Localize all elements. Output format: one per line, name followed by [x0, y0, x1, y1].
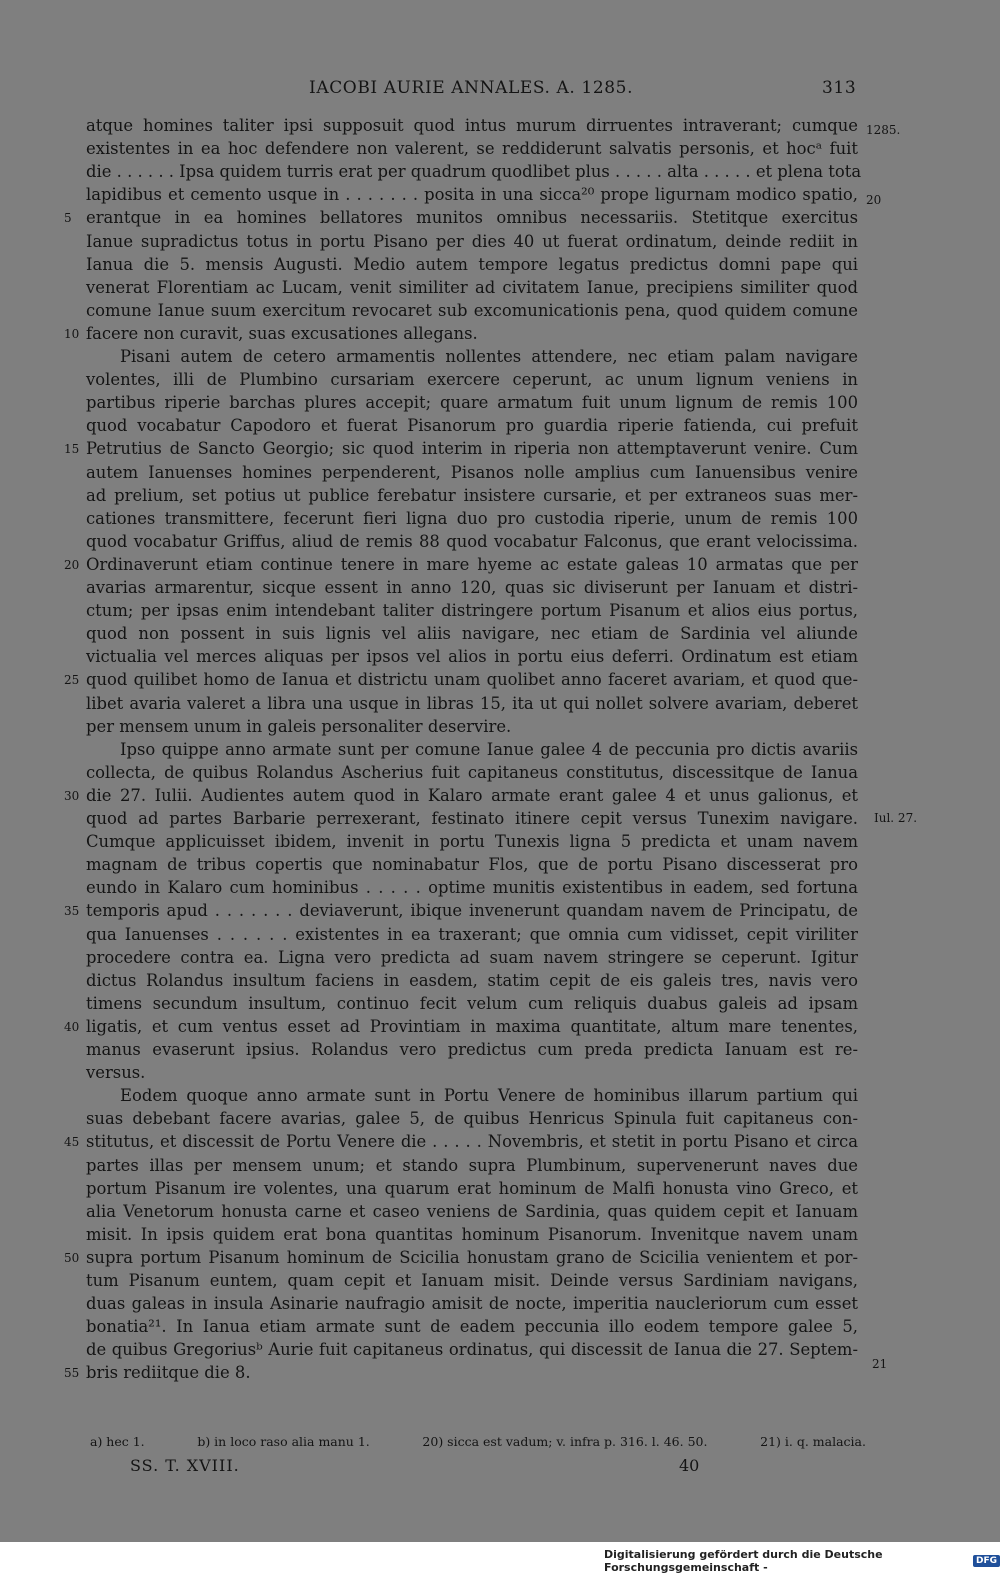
text-line: Pisani autem de cetero armamentis nollentes attendere, nec etiam palam navigare: [120, 347, 858, 366]
text-line: Eodem quoque anno armate sunt in Portu Venere de hominibus illarum partium qui: [120, 1086, 858, 1106]
line-number: 35: [64, 904, 80, 919]
text-line: victualia vel merces aliquas per ipsos vel alios in portu eius deferri. Ordinatum est etiam: [86, 647, 858, 667]
line-number: 40: [64, 1019, 80, 1034]
dfg-logo: DFG: [973, 1555, 1000, 1567]
text-line: libet avaria valeret a libra una usque in libras 15, ita ut qui nollet solvere avariam, deberet: [86, 693, 858, 713]
text-line: lapidibus et cemento usque in . . . . . . . posita in una sicca²⁰ prope ligurnam modico spatio,: [86, 185, 858, 205]
text-line: quod vocabatur Griffus, aliud de remis 88 quod vocabatur Falconus, que erant velocissima.: [86, 531, 858, 551]
text-line: ligatis, et cum ventus esset ad Provintiam in maxima quantitate, altum mare tenentes,: [86, 1016, 858, 1036]
text-line: misit. In ipsis quidem erat bona quantitas hominum Pisanorum. Invenitque navem unam: [86, 1224, 858, 1244]
line-number: 50: [64, 1250, 80, 1265]
footnote-20: 20) sicca est vadum; v. infra p. 316. l. 46. 50.: [422, 1434, 708, 1449]
text-line: timens secundum insultum, continuo fecit velum cum reliquis duabus galeis ad ipsam: [86, 993, 858, 1013]
line-number: 25: [64, 673, 80, 688]
text-line: stitutus, et discessit de Portu Venere die . . . . . Novembris, et stetit in portu Pisano et circa: [86, 1132, 858, 1152]
text-line: Ordinaverunt etiam continue tenere in mare hyeme ac estate galeas 10 armatas que per: [86, 554, 858, 574]
text-line: avarias armarentur, sicque essent in anno 120, quas sic diviserunt per Ianuam et distri-: [86, 578, 858, 597]
text-line: bris rediitque die 8.: [86, 1363, 251, 1383]
text-line: manus evaserunt ipsius. Rolandus vero predictus cum preda predicta Ianuam est re-: [86, 1040, 858, 1059]
text-line: partibus riperie barchas plures accepit; quare armatum fuit unum lignum de remis 100: [86, 393, 858, 413]
text-line: Cumque applicuisset ibidem, invenit in portu Tunexis ligna 5 predicta et unam navem: [86, 832, 858, 852]
margin-note-20: 20: [866, 193, 882, 207]
line-number: 55: [64, 1366, 80, 1381]
text-line: per mensem unum in galeis personaliter deservire.: [86, 716, 512, 736]
text-line: supra portum Pisanum hominum de Scicilia honustam grano de Scicilia venientem et por-: [86, 1247, 858, 1267]
text-line: comune Ianue suum exercitum revocaret sub excomunicationis pena, quod quidem comune: [86, 300, 858, 320]
text-line: venerat Florentiam ac Lucam, venit similiter ad civitatem Ianue, precipiens similiter quod: [86, 277, 858, 297]
text-line: existentes in ea hoc defendere non valerent, se reddiderunt salvatis personis, et hocᵃ fuit: [86, 139, 858, 159]
text-line: dictus Rolandus insultum faciens in easdem, statim cepit de eis galeis tres, navis vero: [86, 970, 858, 990]
text-line: quod non possent in suis lignis vel aliis navigare, nec etiam de Sardinia vel aliunde: [86, 624, 858, 644]
running-title: IACOBI AURIE ANNALES. A. 1285.: [309, 78, 634, 98]
text-line: facere non curavit, suas excusationes allegans.: [86, 323, 478, 343]
text-line: quod ad partes Barbarie perrexerant, festinato itinere cepit versus Tunexim navigare.: [86, 809, 858, 828]
text-line: suas debebant facere avarias, galee 5, de quibus Henricus Spinula fuit capitaneus con-: [86, 1109, 858, 1129]
line-number: 20: [64, 557, 80, 572]
text-line: Ipso quippe anno armate sunt per comune Ianue galee 4 de peccunia pro dictis avariis: [120, 739, 858, 759]
text-line: partes illas per mensem unum; et stando supra Plumbinum, supervenerunt naves due: [86, 1155, 858, 1175]
line-number: 15: [64, 442, 80, 457]
text-line: procedere contra ea. Ligna vero predicta ad suam navem stringere se ceperunt. Igitur: [86, 947, 858, 967]
line-number: 45: [64, 1135, 80, 1150]
margin-note-21: 21: [872, 1357, 888, 1371]
text-line: versus.: [86, 1063, 146, 1083]
text-line: portum Pisanum ire volentes, una quarum erat hominum de Malfi honusta vino Greco, et: [86, 1178, 858, 1198]
margin-date: Iul. 27.: [874, 811, 918, 825]
text-line: die 27. Iulii. Audientes autem quod in Kalaro armate erant galee 4 et unus galionus, et: [86, 785, 858, 805]
footnote-21: 21) i. q. malacia.: [760, 1434, 866, 1449]
text-line: die . . . . . . Ipsa quidem turris erat per quadrum quodlibet plus . . . . . alta . . . . . et plena tota: [86, 162, 862, 182]
text-line: cationes transmittere, fecerunt fieri ligna duo pro custodia riperie, unum de remis 100: [86, 508, 858, 528]
text-line: eundo in Kalaro cum hominibus . . . . . optime munitis existentibus in eadem, sed fortuna: [86, 878, 858, 898]
text-line: qua Ianuenses . . . . . . existentes in ea traxerant; que omnia cum vidisset, cepit viriliter: [86, 924, 858, 944]
footnote-b: b) in loco raso alia manu 1.: [197, 1434, 370, 1449]
text-line: volentes, illi de Plumbino cursariam exercere ceperunt, ac unum lignum veniens in: [86, 370, 858, 390]
sheet-number: 40: [679, 1456, 700, 1475]
text-line: duas galeas in insula Asinarie naufragio amisit de nocte, imperitia naucleriorum cum esset: [86, 1294, 858, 1314]
footnotes: [90, 1434, 866, 1449]
text-line: alia Venetorum honusta carne et caseo veniens de Sardinia, quas quidem cepit et Ianuam: [86, 1201, 858, 1221]
text-line: tum Pisanum euntem, quam cepit et Ianuam misit. Deinde versus Sardiniam navigans,: [86, 1271, 858, 1290]
text-line: temporis apud . . . . . . . deviaverunt, ibique invenerunt quandam navem de Principatu, de: [86, 901, 858, 921]
text-line: de quibus Gregoriusᵇ Aurie fuit capitaneus ordinatus, qui discessit de Ianua die 27. Septem-: [86, 1340, 858, 1360]
signature-mark: SS. T. XVIII.: [130, 1456, 240, 1475]
text-line: atque homines taliter ipsi supposuit quod intus murum dirruentes intraverant; cumque: [86, 116, 858, 135]
text-line: magnam de tribus copertis que nominabatur Flos, que de portu Pisano discesserat pro: [86, 855, 858, 875]
line-number: 5: [64, 211, 72, 226]
line-number: 30: [64, 788, 80, 803]
footnote-a: a) hec 1.: [90, 1434, 145, 1449]
text-line: quod vocabatur Capodoro et fuerat Pisanorum pro guardia riperie fatienda, cui prefuit: [86, 416, 858, 436]
credit-text: Digitalisierung gefördert durch die Deutsche Forschungsgemeinschaft -: [604, 1548, 883, 1574]
text-line: quod quilibet homo de Ianua et districtu unam quolibet anno faceret avariam, et quod que-: [86, 670, 858, 690]
text-line: bonatia²¹. In Ianua etiam armate sunt de eadem peccunia illo eodem tempore galee 5,: [86, 1317, 858, 1337]
text-line: Ianua die 5. mensis Augusti. Medio autem tempore legatus predictus domni pape qui: [86, 254, 858, 274]
text-line: ctum; per ipsas enim intendebant taliter distringere portum Pisanum et alios eius portus,: [86, 601, 858, 621]
line-number: 10: [64, 326, 80, 341]
page-number: 313: [822, 78, 857, 98]
digitization-credit: [604, 1548, 1000, 1574]
margin-year: 1285.: [866, 123, 901, 137]
text-line: collecta, de quibus Rolandus Ascherius fuit capitaneus constitutus, discessitque de Ianua: [86, 762, 858, 782]
text-line: Petrutius de Sancto Georgio; sic quod interim in riperia non attemptaverunt venire. Cum: [86, 439, 858, 459]
text-line: autem Ianuenses homines perpenderent, Pisanos nolle amplius cum Ianuensibus venire: [86, 462, 858, 482]
text-line: ad prelium, set potius ut publice ferebatur insistere cursarie, et per extraneos suas mer-: [86, 485, 858, 505]
text-line: erantque in ea homines bellatores munitos omnibus necessariis. Stetitque exercitus: [86, 208, 858, 228]
text-line: Ianue supradictus totus in portu Pisano per dies 40 ut fuerat ordinatum, deinde rediit in: [86, 231, 858, 251]
